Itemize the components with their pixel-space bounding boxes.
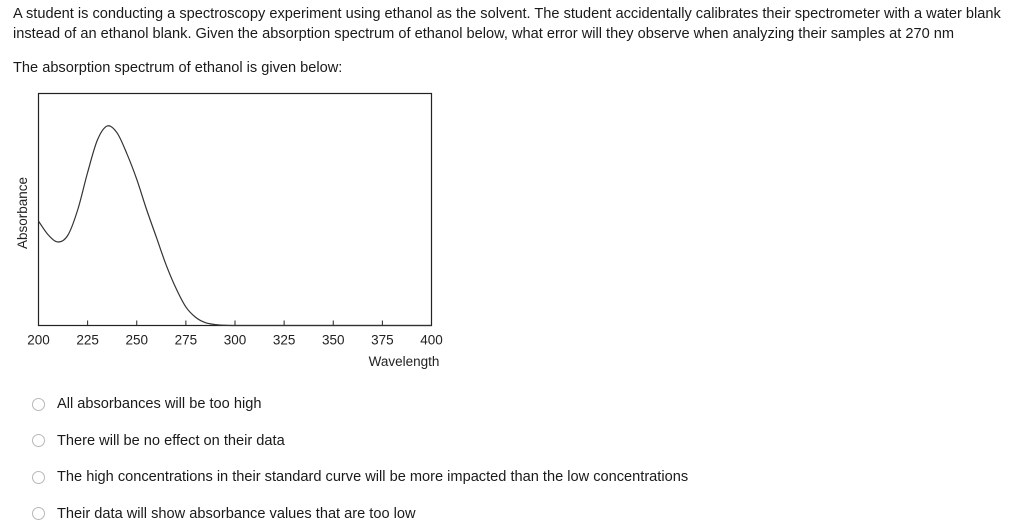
radio-button-3[interactable] [32,471,45,484]
spectrum-line [39,126,432,326]
chart-svg [0,80,470,380]
answer-option-label: All absorbances will be too high [57,394,261,414]
chart-intro-text: The absorption spectrum of ethanol is given below: [13,58,342,78]
answer-option-label: Their data will show absorbance values that are too low [57,504,416,524]
x-axis-label: Wavelength [369,354,440,369]
x-tick-label: 350 [322,333,345,348]
answer-option-4[interactable] [30,496,688,532]
radio-button-2[interactable] [32,434,45,447]
x-axis-tick-labels [27,333,443,348]
plot-frame [39,94,432,326]
y-axis-label: Absorbance [15,177,30,249]
answer-option-2[interactable] [30,423,688,460]
x-tick-label: 325 [273,333,296,348]
x-tick-label: 375 [371,333,394,348]
answer-option-label: There will be no effect on their data [57,431,285,451]
question-text: A student is conducting a spectroscopy experiment using ethanol as the solvent. The student accidentally calibrates their spectrometer with a water blank instead of an ethanol blank. Given the absorption spectrum of ethanol below, what error will they observe when analyzing their samples at 270 nm [13,4,1018,44]
x-tick-label: 250 [125,333,148,348]
answer-options [30,386,688,532]
x-tick-label: 225 [76,333,99,348]
x-tick-label: 200 [27,333,50,348]
radio-button-4[interactable] [32,507,45,520]
absorption-spectrum-chart [0,80,470,380]
answer-option-label: The high concentrations in their standard curve will be more impacted than the low concentrations [57,467,688,487]
answer-option-1[interactable] [30,386,688,423]
radio-button-1[interactable] [32,398,45,411]
answer-option-3[interactable] [30,459,688,496]
x-axis-ticks [39,321,432,326]
x-tick-label: 275 [175,333,198,348]
x-tick-label: 400 [420,333,443,348]
x-tick-label: 300 [224,333,247,348]
